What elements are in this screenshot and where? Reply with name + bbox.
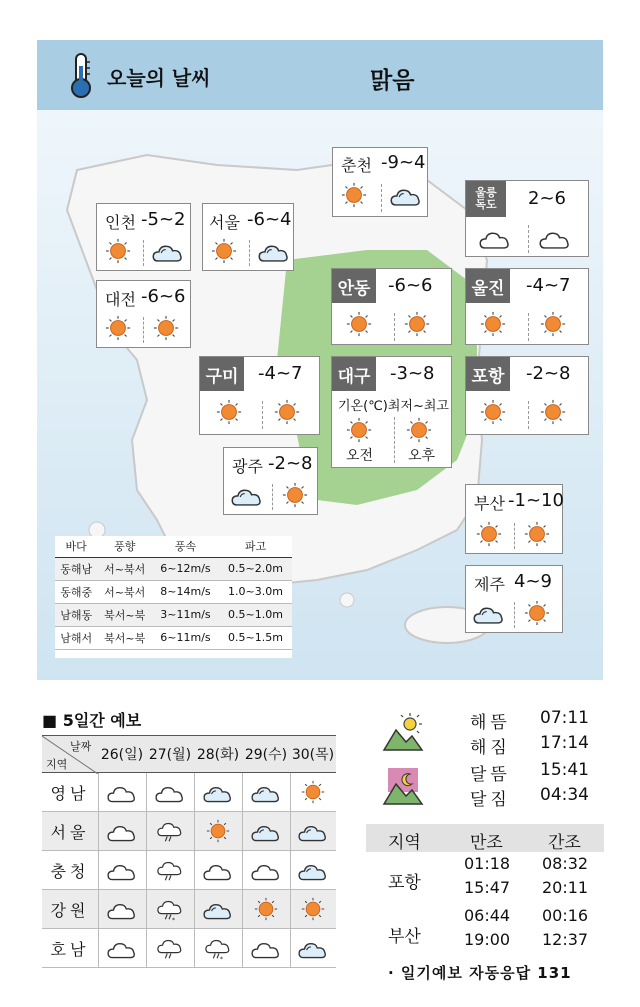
sea-cell: 서~북서 — [97, 557, 152, 580]
low-tide: 08:32 — [542, 854, 589, 873]
svg-text:*: * — [219, 955, 224, 962]
sun-icon — [242, 890, 290, 928]
city-name: 제주 — [474, 575, 505, 594]
cloud-sun-icon — [290, 851, 336, 889]
cloud-sun-icon — [290, 929, 336, 967]
cloud-rain-icon — [146, 812, 194, 850]
low-tide: 00:16 — [542, 906, 589, 925]
cloud-icon — [98, 890, 146, 928]
cloud-rain-icon — [146, 851, 194, 889]
table-row — [55, 557, 292, 580]
city-tag: 포항 — [466, 357, 510, 391]
city-temp: 4~9 — [514, 571, 552, 592]
table-row — [42, 851, 336, 890]
low-tide: 20:11 — [542, 878, 589, 897]
cloud-sun-icon — [230, 482, 264, 512]
tide-header: 지역 — [388, 833, 421, 853]
sea-cell: 남해서 — [55, 626, 97, 649]
city-box-incheon — [96, 203, 191, 271]
cloud-icon — [242, 929, 290, 967]
condition-text: 맑음 — [370, 68, 415, 94]
sunrise-mountain-icon — [382, 712, 424, 752]
tide-row-pohang — [366, 852, 604, 910]
city-temp: 2~6 — [528, 188, 566, 209]
moonrise-mountain-icon — [382, 766, 424, 806]
high-tide: 01:18 — [464, 854, 511, 873]
city-temp: -9~4 — [381, 152, 426, 173]
cloud-sun-icon — [242, 773, 290, 811]
cloud-icon — [478, 225, 512, 255]
sunrise-label: 해뜸 — [470, 713, 511, 733]
tide-header: 간조 — [548, 833, 581, 853]
sea-cell: 동해남 — [55, 557, 97, 580]
tide-table — [366, 824, 604, 962]
day-header: 30(목) — [291, 747, 335, 763]
tide-place: 포항 — [388, 873, 421, 893]
city-tag: 울진 — [466, 269, 510, 303]
sea-cell: 6~12m/s — [152, 557, 219, 580]
cloud-rain-icon — [146, 929, 194, 967]
sun-icon — [540, 311, 566, 341]
sun-icon — [194, 812, 242, 850]
region-label: 호남 — [50, 939, 90, 959]
city-name-2: 독도 — [475, 198, 497, 211]
cloud-icon — [538, 225, 572, 255]
sea-cell: 북서~북 — [97, 626, 152, 649]
cloud-icon — [98, 851, 146, 889]
high-tide: 15:47 — [464, 878, 511, 897]
sunrise-time: 07:11 — [540, 708, 589, 728]
sea-header: 바다 — [55, 536, 97, 557]
corner-bottom: 지역 — [46, 758, 68, 771]
moonset-label: 달짐 — [470, 790, 511, 810]
city-box-daegu — [331, 356, 452, 468]
region-label: 충청 — [50, 861, 90, 881]
thermometer-icon — [67, 52, 95, 98]
sea-cell: 3~11m/s — [152, 603, 219, 626]
sun-icon — [105, 238, 131, 268]
table-row — [55, 580, 292, 603]
cloud-icon — [146, 773, 194, 811]
city-box-pohang — [465, 356, 589, 435]
table-row — [42, 812, 336, 851]
high-tide: 06:44 — [464, 906, 511, 925]
sea-cell: 남해동 — [55, 603, 97, 626]
city-name: 부산 — [474, 494, 505, 513]
sea-cell: 8~14m/s — [152, 580, 219, 603]
city-name: 대전 — [105, 290, 136, 309]
forecast-header-row — [42, 735, 336, 773]
day-header: 26(일) — [100, 747, 144, 763]
footer-hotline: · 일기예보 자동응답 131 — [388, 964, 572, 982]
region-label: 강원 — [50, 900, 90, 920]
sea-cell: 6~11m/s — [152, 626, 219, 649]
city-name-1: 울릉 — [475, 186, 497, 199]
city-temp: -6~4 — [247, 209, 292, 230]
cloud-icon — [98, 929, 146, 967]
cloud-sun-icon — [194, 773, 242, 811]
cloud-icon — [98, 812, 146, 850]
table-row — [55, 603, 292, 626]
sea-forecast-table — [55, 536, 292, 658]
sea-header: 파고 — [219, 536, 292, 557]
day-header: 27(월) — [148, 747, 192, 763]
moonrise-time: 15:41 — [540, 760, 589, 780]
cloud-rain-snow-icon — [194, 929, 242, 967]
cloud-sun-icon — [472, 600, 506, 630]
temp-legend: 기온(℃)최저~최고 — [338, 399, 449, 414]
sun-icon — [524, 521, 550, 551]
sun-icon — [274, 399, 300, 429]
sunset-label: 해짐 — [470, 738, 511, 758]
cloud-icon — [194, 851, 242, 889]
tide-header: 만조 — [470, 833, 503, 853]
city-box-jeju — [465, 565, 563, 633]
page-title: 오늘의 날씨 — [107, 66, 211, 90]
sea-cell: 북서~북 — [97, 603, 152, 626]
sun-icon — [216, 399, 242, 429]
table-row — [42, 929, 336, 968]
sun-icon — [524, 600, 550, 630]
city-box-daejeon — [96, 280, 191, 348]
low-tide: 12:37 — [542, 930, 589, 949]
city-temp: -6~6 — [388, 275, 433, 296]
sun-icon — [211, 238, 237, 268]
sun-icon — [153, 315, 179, 345]
city-tag — [466, 181, 506, 217]
cloud-sun-icon — [151, 238, 185, 268]
pm-label: 오후 — [408, 448, 436, 464]
forecast-table — [42, 735, 336, 968]
city-temp: -4~7 — [526, 275, 571, 296]
city-temp: -6~6 — [141, 286, 186, 307]
city-box-busan — [465, 484, 563, 554]
city-name: 인천 — [105, 213, 136, 232]
city-name: 서울 — [209, 213, 240, 232]
high-tide: 19:00 — [464, 930, 511, 949]
sun-icon — [480, 399, 506, 429]
city-tag: 구미 — [200, 357, 244, 391]
cloud-sun-icon — [257, 238, 291, 268]
city-box-chuncheon — [332, 147, 428, 217]
svg-text:*: * — [171, 916, 176, 923]
sun-icon — [406, 417, 432, 447]
sea-cell: 0.5~1.0m — [219, 603, 292, 626]
table-row — [42, 773, 336, 812]
sun-icon — [540, 399, 566, 429]
forecast-title: ■ 5일간 예보 — [42, 711, 142, 730]
sea-cell: 서~북서 — [97, 580, 152, 603]
region-label: 영남 — [50, 783, 90, 803]
city-tag: 대구 — [332, 357, 376, 391]
cloud-icon — [98, 773, 146, 811]
sun-icon — [105, 315, 131, 345]
cloud-icon — [242, 851, 290, 889]
sunset-time: 17:14 — [540, 733, 589, 753]
sun-icon — [341, 182, 367, 212]
city-box-uljin — [465, 268, 589, 345]
sea-cell: 1.0~3.0m — [219, 580, 292, 603]
city-box-andong — [331, 268, 452, 345]
city-temp: -5~2 — [141, 209, 186, 230]
city-temp: -2~8 — [526, 363, 571, 384]
city-temp: -3~8 — [390, 363, 435, 384]
sun-icon — [290, 890, 336, 928]
sea-header: 풍향 — [97, 536, 152, 557]
sun-icon — [290, 773, 336, 811]
city-box-ulleung — [465, 180, 589, 257]
city-temp: -1~10 — [508, 490, 564, 511]
cloud-sun-icon — [389, 182, 423, 212]
day-header: 28(화) — [196, 747, 240, 763]
table-row — [42, 890, 336, 929]
corner-top: 날짜 — [70, 740, 92, 753]
title-bar — [37, 40, 603, 110]
tide-row-busan — [366, 906, 604, 962]
sun-icon — [282, 482, 308, 512]
table-row — [55, 626, 292, 649]
sea-header-row — [55, 536, 292, 557]
cloud-sun-icon — [290, 812, 336, 850]
cloud-sun-icon — [194, 890, 242, 928]
sea-cell: 0.5~2.0m — [219, 557, 292, 580]
cloud-rain-snow-icon — [146, 890, 194, 928]
tide-header-row — [366, 824, 604, 852]
region-label: 서울 — [50, 822, 90, 842]
city-tag: 안동 — [332, 269, 376, 303]
sea-cell: 0.5~1.5m — [219, 626, 292, 649]
cloud-sun-icon — [242, 812, 290, 850]
day-header: 29(수) — [244, 747, 288, 763]
sun-icon — [476, 521, 502, 551]
city-temp: -4~7 — [258, 363, 303, 384]
city-box-gwangju — [223, 447, 318, 515]
sun-icon — [404, 311, 430, 341]
forecast-rows — [42, 773, 336, 968]
city-box-gumi — [199, 356, 320, 435]
sun-icon — [346, 311, 372, 341]
sea-cell: 동해중 — [55, 580, 97, 603]
tide-place: 부산 — [388, 927, 421, 947]
city-name: 춘천 — [341, 156, 372, 175]
sun-icon — [346, 417, 372, 447]
sea-header: 풍속 — [152, 536, 219, 557]
sun-icon — [480, 311, 506, 341]
am-label: 오전 — [346, 448, 374, 464]
moonset-time: 04:34 — [540, 785, 589, 805]
city-name: 광주 — [232, 457, 263, 476]
city-temp: -2~8 — [268, 453, 313, 474]
astronomy-panel — [380, 708, 605, 818]
city-box-seoul — [202, 203, 294, 271]
moonrise-label: 달뜸 — [470, 765, 511, 785]
